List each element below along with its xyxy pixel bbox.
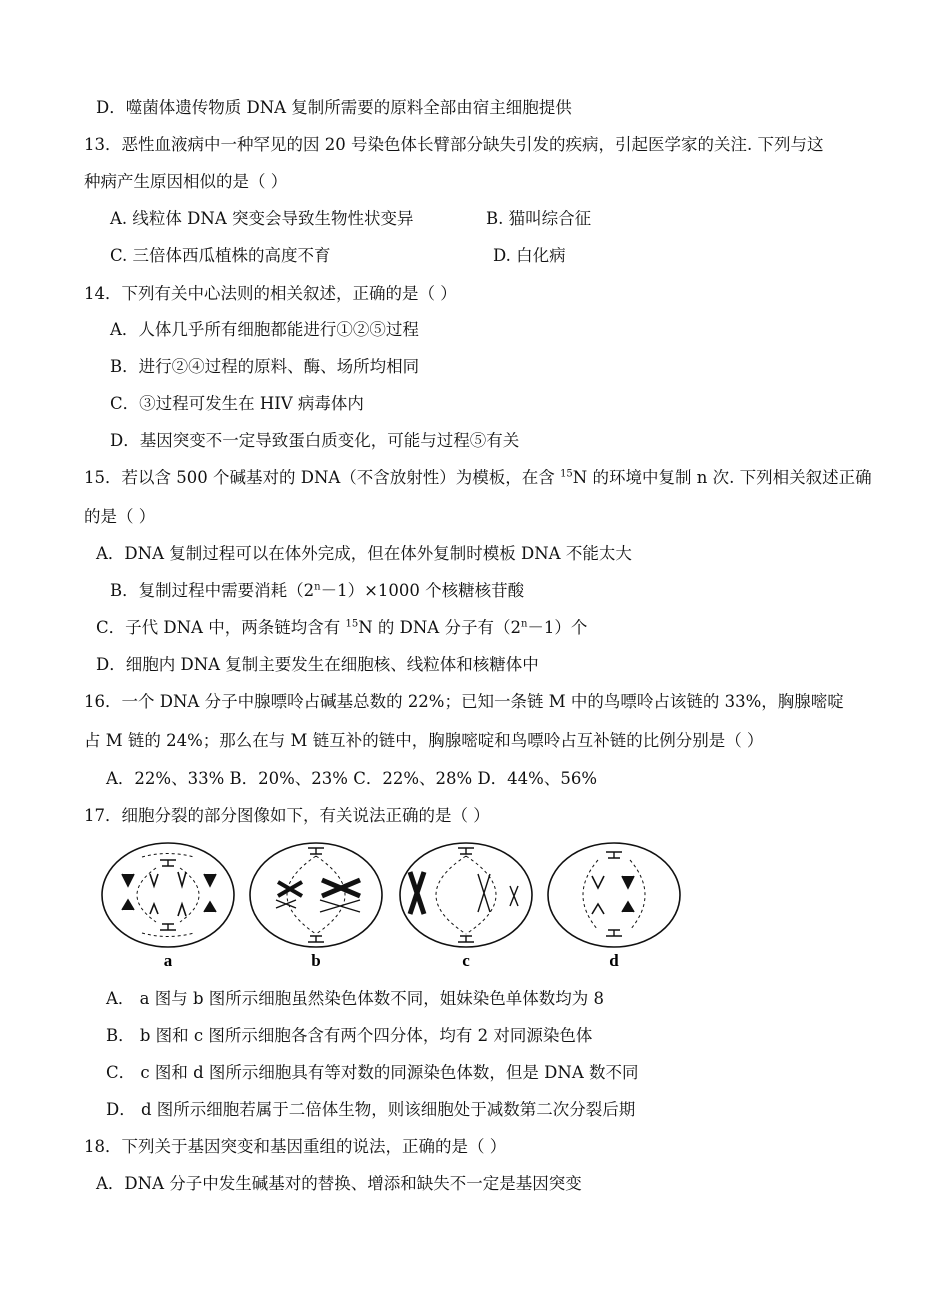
q13-option-b: B. 猫叫综合征 [486, 209, 592, 228]
q15-option-b [110, 580, 524, 602]
q17-option-c: C． c 图和 d 图所示细胞具有等对数的同源染色体数，但是 DNA 数不同 [106, 1063, 639, 1082]
q13-stem-line1: 13．恶性血液病中一种罕见的因 20 号染色体长臂部分缺失引发的疾病，引起医学家的关注. 下列与这 [84, 135, 824, 154]
q15-stem-part2: N 的环境中复制 n 次. 下列相关叙述正确 [572, 468, 872, 487]
q15-option-c-exponent: n [520, 618, 528, 630]
q17-option-a: A． a 图与 b 图所示细胞虽然染色体数不同，姐妹染色单体数均为 8 [106, 989, 605, 1008]
q17-option-d: D． d 图所示细胞若属于二倍体生物，则该细胞处于减数第二次分裂后期 [106, 1100, 636, 1119]
q18-option-a: A．DNA 分子中发生碱基对的替换、增添和缺失不一定是基因突变 [96, 1174, 582, 1193]
cell-d [548, 843, 680, 947]
q17-stem: 17．细胞分裂的部分图像如下，有关说法正确的是（ ） [84, 806, 490, 825]
q17-option-b: B． b 图和 c 图所示细胞各含有两个四分体，均有 2 对同源染色体 [106, 1026, 593, 1045]
q14-option-c: C．③过程可发生在 HIV 病毒体内 [110, 394, 364, 413]
q18-stem: 18．下列关于基因突变和基因重组的说法，正确的是（ ） [84, 1137, 507, 1156]
q16-stem-line2: 占 M 链的 24%；那么在与 M 链互补的链中，胸腺嘧啶和鸟嘌呤占互补链的比例分别是（ ） [84, 731, 764, 750]
figure-label-c: c [462, 951, 470, 970]
q14-option-a: A．人体几乎所有细胞都能进行①②⑤过程 [110, 320, 419, 339]
q14-option-d: D．基因突变不一定导致蛋白质变化，可能与过程⑤有关 [110, 431, 520, 450]
cell-division-figure [98, 838, 688, 976]
q15-option-c-part1: C．子代 DNA 中，两条链均含有 [96, 618, 346, 637]
cell-a [102, 843, 234, 947]
q13-option-a: A. 线粒体 DNA 突变会导致生物性状变异 [110, 209, 414, 228]
q12-option-d: D．噬菌体遗传物质 DNA 复制所需要的原料全部由宿主细胞提供 [96, 98, 572, 117]
q14-option-b: B．进行②④过程的原料、酶、场所均相同 [110, 357, 420, 376]
q15-stem-line2: 的是（ ） [84, 507, 156, 526]
q15-stem-isotope: 15 [560, 468, 573, 480]
q15-stem-part1: 15．若以含 500 个碱基对的 DNA（不含放射性）为模板，在含 [84, 468, 561, 487]
q15-option-a: A．DNA 复制过程可以在体外完成，但在体外复制时模板 DNA 不能太大 [96, 544, 632, 563]
q16-stem-line1: 16．一个 DNA 分子中腺嘌呤占碱基总数的 22%；已知一条链 M 中的鸟嘌呤占该链的 33%，胸腺嘧啶 [84, 692, 844, 711]
q14-stem: 14．下列有关中心法则的相关叙述，正确的是（ ） [84, 284, 457, 303]
q15-option-c-isotope: 15 [345, 618, 359, 630]
q13-stem-line2: 种病产生原因相似的是（ ） [84, 172, 288, 191]
q15-stem-line1 [84, 467, 872, 489]
q15-option-c-part3: －1）个 [527, 618, 588, 637]
q15-option-c [96, 617, 587, 639]
cell-c [400, 843, 532, 947]
q13-option-d: D. 白化病 [493, 246, 566, 265]
q15-option-b-exponent: n [314, 581, 321, 593]
q15-option-c-part2: N 的 DNA 分子有（2 [358, 618, 521, 637]
q16-options: A．22%、33% B．20%、23% C．22%、28% D．44%、56% [106, 769, 598, 788]
q15-option-b-part1: B．复制过程中需要消耗（2 [110, 581, 315, 600]
cell-b [250, 843, 382, 947]
q15-option-b-part2: －1）×1000 个核糖核苷酸 [320, 581, 525, 600]
figure-label-a: a [163, 951, 173, 970]
figure-label-d: d [609, 951, 619, 970]
q15-option-d: D．细胞内 DNA 复制主要发生在细胞核、线粒体和核糖体中 [96, 655, 539, 674]
q13-option-c: C. 三倍体西瓜植株的高度不育 [110, 246, 331, 265]
figure-label-b: b [311, 951, 321, 970]
